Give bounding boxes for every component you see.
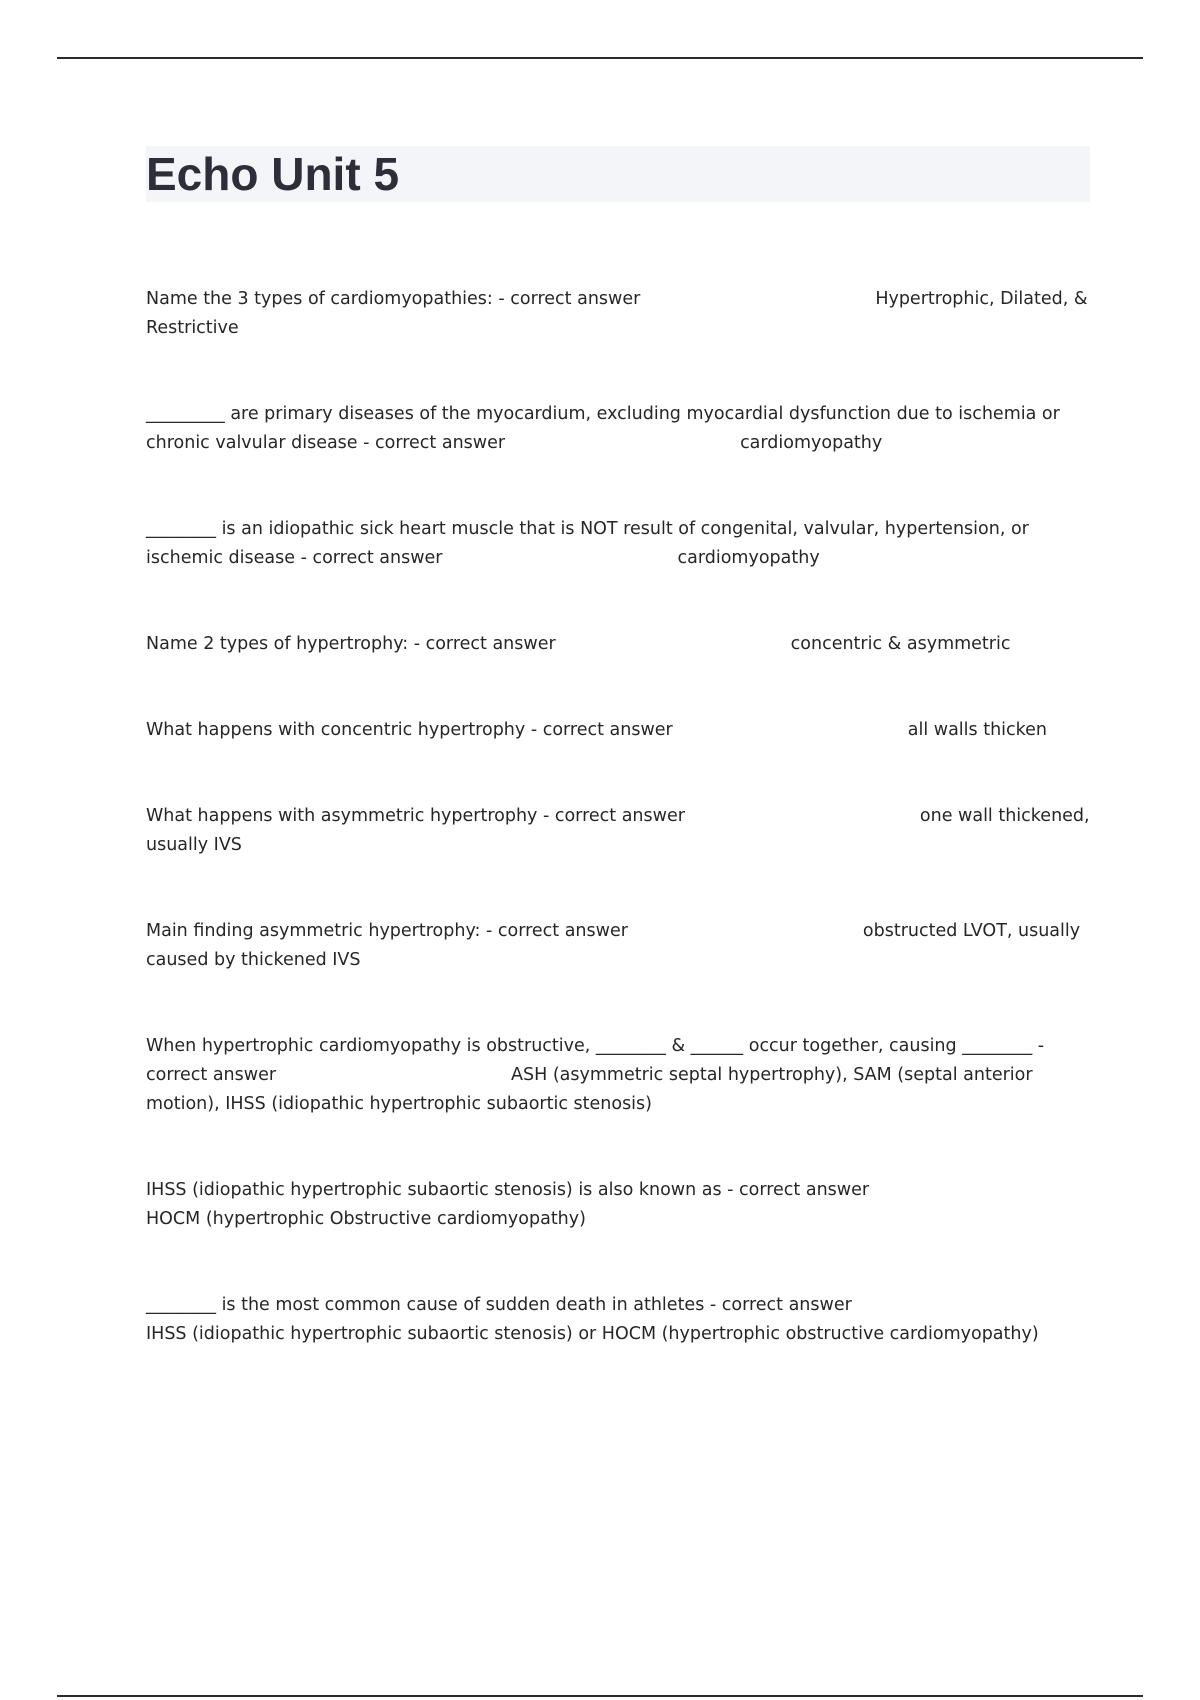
flashcard (146, 1291, 1090, 1349)
flashcard-question: _________ are primary diseases of the myocardium, excluding myocardial dysfunction due to ischemia or chronic valvular disease - correct answer (146, 404, 1060, 453)
flashcard-answer: cardiomyopathy (740, 433, 883, 453)
flashcard-answer: one wall thickened, usually IVS (146, 806, 1090, 855)
flashcard-question: When hypertrophic cardiomyopathy is obstructive, ________ & ______ occur together, causing ________ - correct answer (146, 1036, 1045, 1085)
flashcard (146, 802, 1090, 860)
flashcard (146, 716, 1090, 745)
flashcard-answer: concentric & asymmetric (790, 634, 1011, 654)
flashcard-question: Main finding asymmetric hypertrophy: - correct answer (146, 921, 628, 941)
flashcard-answer: all walls thicken (907, 720, 1048, 740)
flashcard (146, 917, 1090, 975)
flashcard-answer: obstructed LVOT, usually caused by thickened IVS (146, 921, 1081, 970)
flashcard-question: What happens with concentric hypertrophy - correct answer (146, 720, 673, 740)
flashcard (146, 630, 1090, 659)
flashcard (146, 400, 1090, 458)
flashcard-answer: ASH (asymmetric septal hypertrophy), SAM (septal anterior motion), IHSS (idiopathic hypertrophic subaortic stenosis) (146, 1065, 1033, 1114)
flashcard-question: ________ is an idiopathic sick heart muscle that is NOT result of congenital, valvular, hypertension, or ischemic disease - correct answer (146, 519, 1029, 568)
flashcard (146, 1176, 1090, 1234)
flashcard (146, 515, 1090, 573)
top-rule (57, 57, 1143, 59)
flashcard (146, 1032, 1090, 1119)
flashcard-question: Name 2 types of hypertrophy: - correct answer (146, 634, 556, 654)
document-title: Echo Unit 5 (146, 148, 400, 200)
bottom-rule (57, 1695, 1143, 1697)
flashcard-question: IHSS (idiopathic hypertrophic subaortic stenosis) is also known as - correct answer (146, 1180, 870, 1200)
flashcard-answer: cardiomyopathy (677, 548, 820, 568)
flashcard-answer: HOCM (hypertrophic Obstructive cardiomyopathy) (146, 1209, 586, 1229)
flashcard-question: What happens with asymmetric hypertrophy - correct answer (146, 806, 685, 826)
flashcard-list (146, 285, 1090, 1349)
flashcard (146, 285, 1090, 343)
flashcard-question: Name the 3 types of cardiomyopathies: - correct answer (146, 289, 641, 309)
flashcard-answer: Hypertrophic, Dilated, & Restrictive (146, 289, 1088, 338)
flashcard-answer: IHSS (idiopathic hypertrophic subaortic stenosis) or HOCM (hypertrophic obstructive cardiomyopathy) (146, 1324, 1039, 1344)
flashcard-question: ________ is the most common cause of sudden death in athletes - correct answer (146, 1295, 852, 1315)
